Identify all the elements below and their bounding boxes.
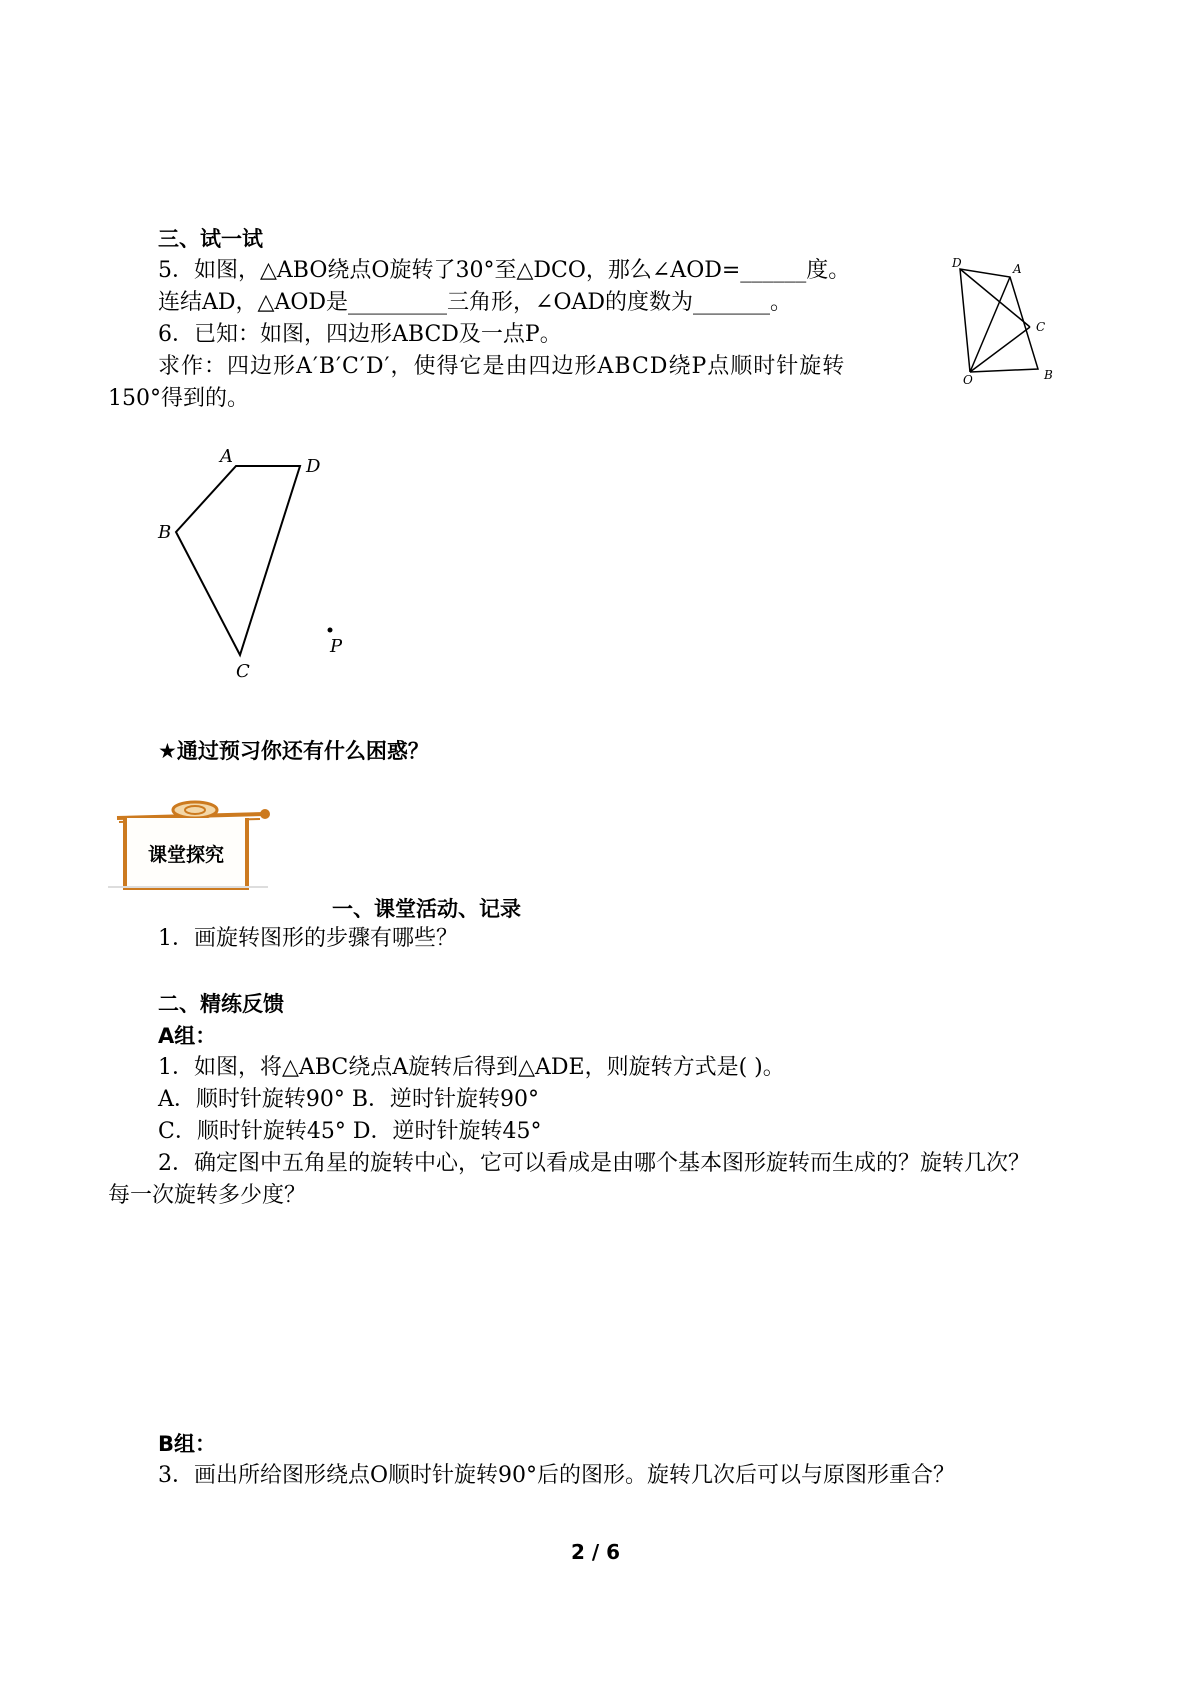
group-b-question-3: 3．画出所给图形绕点O顺时针旋转90°后的图形。旋转几次后可以与原图形重合？ — [158, 1463, 956, 1488]
fig1-label-a: A — [1013, 262, 1022, 276]
group-b-label: B组： — [158, 1432, 217, 1456]
practice-title: 二、精练反馈 — [158, 992, 284, 1016]
badge-divider — [108, 886, 268, 888]
fig1-label-d: D — [952, 256, 962, 270]
activity-question-1: 1．画旋转图形的步骤有哪些？ — [158, 926, 458, 951]
fig1-label-c: C — [1036, 320, 1046, 334]
activity-title: 一、课堂活动、记录 — [332, 897, 521, 921]
fig2-label-d: D — [306, 456, 321, 477]
group-a-label: A组： — [158, 1024, 217, 1048]
section-badge — [115, 800, 250, 888]
fig2-label-p: P — [330, 636, 343, 657]
question-6-line1: 6．已知：如图，四边形ABCD及一点P。 — [158, 322, 562, 347]
fig2-label-b: B — [158, 522, 172, 543]
rotation-triangles-figure — [950, 255, 1080, 385]
section-title-try: 三、试一试 — [158, 227, 263, 251]
badge-label: 课堂探究 — [147, 844, 224, 866]
fig2-label-c: C — [236, 661, 250, 680]
question-6-line3: 150°得到的。 — [108, 386, 249, 411]
fig1-label-b: B — [1044, 368, 1053, 382]
question-5-line1: 5．如图，△ABO绕点O旋转了30°至△DCO，那么∠AOD=______度。 — [158, 258, 851, 283]
question-5-line2: 连结AD，△AOD是_________三角形，∠OAD的度数为_______。 — [158, 290, 793, 315]
group-a-options-ab: A．顺时针旋转90° B．逆时针旋转90° — [158, 1087, 540, 1112]
question-6-line2: 求作：四边形A′B′C′D′，使得它是由四边形ABCD绕P点顺时针旋转 — [158, 354, 846, 379]
fig1-label-o: O — [963, 373, 973, 385]
group-a-question-2-line1: 2．确定图中五角星的旋转中心，它可以看成是由哪个基本图形旋转而生成的？旋转几次？ — [158, 1151, 1031, 1176]
group-a-question-2-line2: 每一次旋转多少度？ — [108, 1183, 307, 1208]
quadrilateral-figure — [150, 440, 370, 680]
group-a-question-1: 1．如图，将△ABC绕点A旋转后得到△ADE，则旋转方式是( )。 — [158, 1055, 785, 1080]
preview-doubt-heading: ★通过预习你还有什么困惑？ — [158, 739, 429, 763]
fig2-label-a: A — [220, 446, 233, 467]
page-number: 2 / 6 — [570, 1540, 621, 1564]
group-a-options-cd: C．顺时针旋转45° D．逆时针旋转45° — [158, 1119, 542, 1144]
